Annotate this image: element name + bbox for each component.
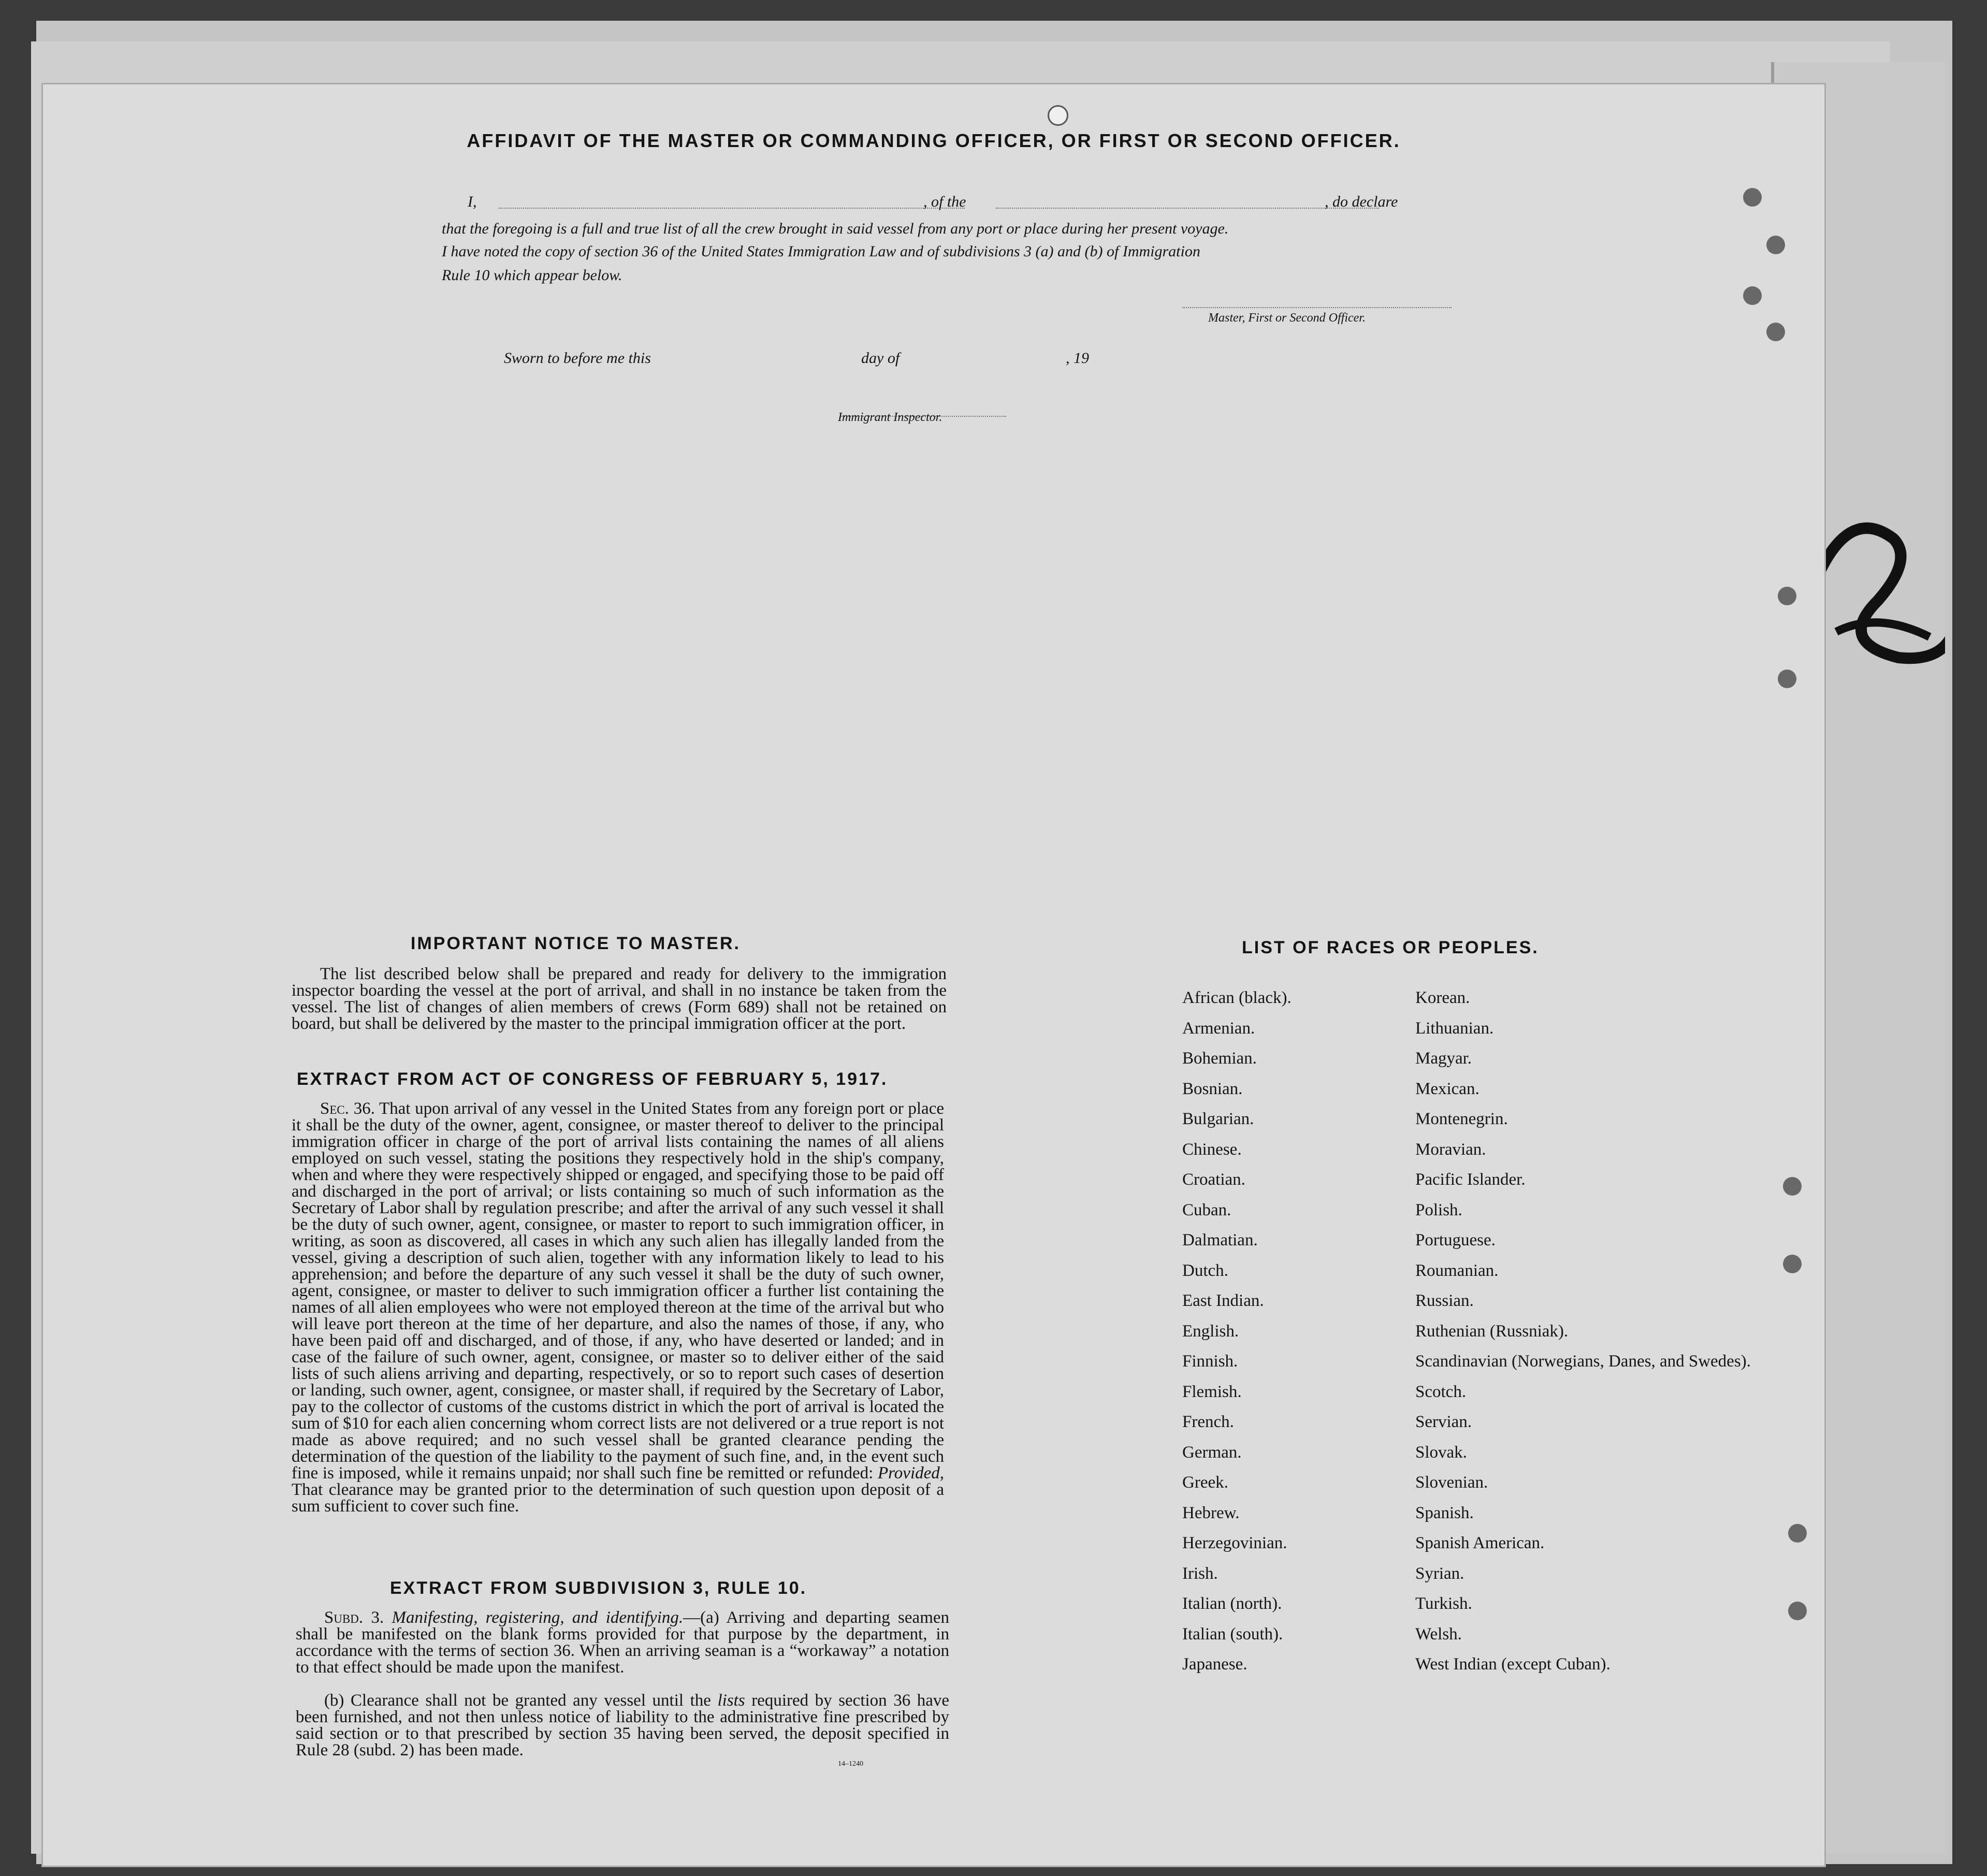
extract-act-text: That upon arrival of any vessel in the United States from any foreign port or place it shall be the duty of the owner, agent, consignee, or master thereof to deliver to the principal immigration officer in charge of the port of arrival lists containing the names of all aliens employed on such vessel, stating the positions they respectively hold in the ship's company, when and where they were respectively shipped or engaged, and specifying those to be paid off and discharged in the port of arrival; or lists containing so much of such information as the Secretary of Labor shall by regulation prescribe; and after the arrival of any such vessel it shall be the duty of such owner, agent, consignee, or master to report to such immigration officer, in writing, as soon as discovered, all cases in which any such alien has illegally landed from the vessel, giving a description of such alien, together with any information likely to lead to his apprehension; and before the departure of any such vessel it shall be the duty of such owner, agent, consignee, or master to deliver to such immigration officer a further list containing the names of all alien employees who were not employed thereon at the time of the arrival but who will leave port thereon at the time of her departure, and also the names of those, if any, who have been paid off and discharged, and of those, if any, who have deserted or landed; and in case of the failure of such owner, agent, consignee, or master so to deliver either of the said lists of such aliens arriving and departing, respectively, or so to report such cases of desertion or landing, such owner, agent, consignee, or master shall, if required by the Secretary of Labor, pay to the collector of customs of the customs district in which the port of arrival is located the sum of $10 for each alien concerning whom correct lists are not delivered or a true report is not made as above required; and no such vessel shall be granted clearance pending the determination of the question of the liability to the payment of such fine, and, in the event such fine is imposed, while it remains unpaid; nor shall such fine be remitted or refunded:: [292, 1099, 945, 1482]
affidavit-page: [41, 83, 1826, 1867]
notice-title: IMPORTANT NOTICE TO MASTER.: [411, 934, 741, 953]
race-item: Herzegovinian.: [1182, 1534, 1287, 1552]
signature-line: [1182, 307, 1452, 308]
race-item: Scandinavian (Norwegians, Danes, and Swedes).: [1415, 1352, 1751, 1371]
affidavit-line-3: I have noted the copy of section 36 of the United States Immigration Law and of subdivisions 3 (a) and (b) of Immigration: [442, 243, 1200, 260]
day-of-label: day of: [861, 350, 900, 367]
race-item: Turkish.: [1415, 1594, 1472, 1613]
punch-hole: [1048, 105, 1068, 126]
race-item: Hebrew.: [1182, 1503, 1240, 1522]
race-item: Spanish.: [1415, 1503, 1474, 1522]
subd-b-end: required by section 36 have been furnished, and not then unless notice of liability to the administrative fine prescribed by said section or to that prescribed by section 35 having been served, the deposit specified in Rule 28 (subd. 2) has been made.: [296, 1691, 950, 1759]
affidavit-title: AFFIDAVIT OF THE MASTER OR COMMANDING OFFICER, OR FIRST OR SECOND OFFICER.: [467, 130, 1401, 151]
race-item: Slovak.: [1415, 1443, 1467, 1462]
binder-hole: [1743, 286, 1762, 305]
extract-act-title: EXTRACT FROM ACT OF CONGRESS OF FEBRUARY 5, 1917.: [297, 1069, 888, 1089]
race-item: Welsh.: [1415, 1624, 1462, 1644]
binder-hole: [1788, 1602, 1807, 1620]
affidavit-line-2: that the foregoing is a full and true list of all the crew brought in said vessel from any port or place during her present voyage.: [442, 220, 1229, 237]
extract-rule-b: [296, 1692, 949, 1758]
binder-hole: [1743, 188, 1762, 207]
binder-hole: [1766, 236, 1785, 254]
race-item: Bohemian.: [1182, 1049, 1257, 1068]
binder-hole: [1766, 323, 1785, 341]
binder-hole: [1788, 1524, 1807, 1543]
race-item: Magyar.: [1415, 1049, 1472, 1068]
races-left-column: [1182, 983, 1405, 1680]
race-item: Russian.: [1415, 1291, 1474, 1310]
inspector-caption: Immigrant Inspector.: [838, 411, 942, 424]
form-number: 14–1240: [838, 1760, 863, 1768]
subd-b-start: (b) Clearance shall not be granted any vessel until the: [324, 1691, 711, 1710]
race-item: Polish.: [1415, 1200, 1462, 1219]
race-item: African (black).: [1182, 988, 1292, 1007]
race-item: Dutch.: [1182, 1261, 1228, 1280]
race-item: Lithuanian.: [1415, 1019, 1494, 1038]
subd-b-lists: lists: [717, 1691, 745, 1710]
races-right-column: [1415, 983, 1751, 1680]
race-item: French.: [1182, 1413, 1234, 1431]
binder-hole: [1783, 1177, 1802, 1196]
race-item: Greek.: [1182, 1473, 1228, 1492]
sworn-label: Sworn to before me this: [504, 350, 651, 367]
race-item: Scotch.: [1415, 1382, 1467, 1401]
races-title: LIST OF RACES OR PEOPLES.: [1242, 938, 1539, 957]
race-item: Japanese.: [1182, 1655, 1248, 1674]
year-prefix: , 19: [1066, 350, 1089, 367]
extract-act-text-end: That clearance may be granted prior to the determination of such question upon deposit of a sum sufficient to cover such fine.: [292, 1480, 944, 1516]
subd-label: Subd. 3.: [324, 1608, 384, 1627]
race-item: Syrian.: [1415, 1564, 1464, 1583]
notice-text: The list described below shall be prepared and ready for delivery to the immigration inspector boarding the vessel at the port of arrival, and shall in no instance be taken from the vessel. The list of changes of alien members of crews (Form 689) shall not be retained on board, but shall be delivered by the master to the principal immigration officer at the port.: [292, 965, 947, 1033]
race-item: Slovenian.: [1415, 1473, 1488, 1492]
race-item: Bulgarian.: [1182, 1110, 1254, 1128]
race-item: Korean.: [1415, 988, 1470, 1007]
race-item: Irish.: [1182, 1564, 1218, 1583]
race-item: Bosnian.: [1182, 1079, 1243, 1098]
binder-hole: [1783, 1255, 1802, 1273]
race-item: Italian (south).: [1182, 1624, 1283, 1644]
race-item: Montenegrin.: [1415, 1110, 1508, 1128]
affidavit-line-4: Rule 10 which appear below.: [442, 267, 622, 284]
race-item: Finnish.: [1182, 1352, 1238, 1371]
race-item: Portuguese.: [1415, 1231, 1496, 1249]
name-blank: [499, 208, 965, 209]
race-item: Armenian.: [1182, 1019, 1255, 1038]
extract-rule-a: [296, 1609, 949, 1676]
extract-act-body: [292, 1100, 944, 1515]
binder-hole: [1778, 670, 1796, 688]
race-item: Moravian.: [1415, 1140, 1486, 1159]
race-item: Italian (north).: [1182, 1594, 1282, 1613]
provided-label: Provided,: [878, 1464, 945, 1482]
race-item: Mexican.: [1415, 1079, 1480, 1098]
race-item: German.: [1182, 1443, 1242, 1462]
race-item: English.: [1182, 1321, 1239, 1341]
race-item: Croatian.: [1182, 1170, 1245, 1189]
do-declare-label: , do declare: [1325, 193, 1398, 210]
race-item: Cuban.: [1182, 1200, 1231, 1219]
race-item: Spanish American.: [1415, 1534, 1545, 1552]
sec-label: Sec. 36.: [320, 1099, 375, 1118]
race-item: Servian.: [1415, 1413, 1472, 1431]
affidavit-i-label: I,: [468, 193, 477, 210]
race-item: Pacific Islander.: [1415, 1170, 1526, 1189]
extract-rule-title: EXTRACT FROM SUBDIVISION 3, RULE 10.: [390, 1578, 807, 1598]
of-the-label: , of the: [923, 193, 966, 210]
race-item: East Indian.: [1182, 1291, 1264, 1310]
race-item: Flemish.: [1182, 1382, 1242, 1401]
subd-italic: Manifesting, registering, and identifying.: [391, 1608, 684, 1627]
subd-a-text: —(a) Arriving and departing seamen shall be manifested on the blank forms provided for that purpose by the department, in accordance with the terms of section 36. When an arriving seaman is a “workaway” a notation to that effect should be made upon the manifest.: [296, 1608, 950, 1677]
race-item: Dalmatian.: [1182, 1231, 1258, 1249]
race-item: Ruthenian (Russniak).: [1415, 1321, 1569, 1341]
binder-hole: [1778, 587, 1796, 605]
race-item: Chinese.: [1182, 1140, 1242, 1159]
signature-caption: Master, First or Second Officer.: [1208, 311, 1366, 325]
race-item: Roumanian.: [1415, 1261, 1499, 1280]
race-item: West Indian (except Cuban).: [1415, 1655, 1611, 1674]
vessel-blank: [996, 208, 1379, 209]
